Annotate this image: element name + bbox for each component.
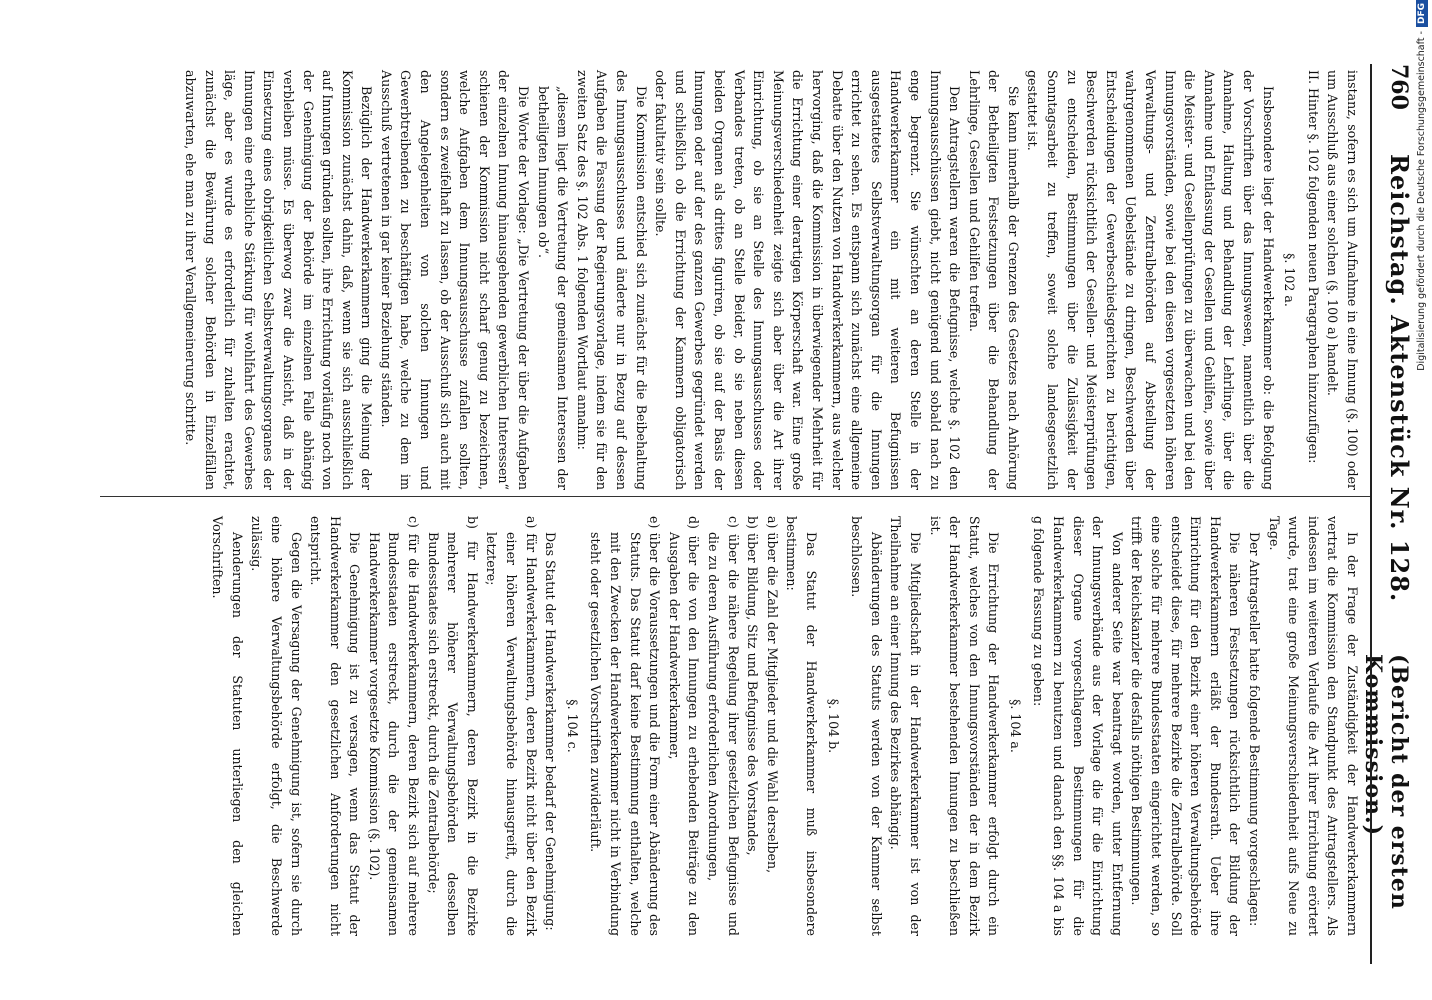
running-title-right: (Bericht der ersten Kommission.): [1360, 654, 1412, 910]
paragraph: Die Kommission entschied sich zunächst für die Beibehaltung des Innungsausschusses und änderte nur in Bezug auf dessen Aufgaben die Fassung der Regierungsvorlage, indem sie für den zweiten Satz des §. 102 Abs. 1 folgenden Wortlaut annahm:: [574, 70, 649, 490]
paragraph: Insbesondere liegt der Handwerkerkammer ob: die Befolgung der Vorschriften über das Innungswesen, namentlich über die Annahme, Haltung und Behandlung der Lehrlinge, über die Annahme und Entlassung der Gesellen und Gehilfen, sowie über die Meister- und Gesellenprüfungen zu überwachen und bei den Innungsvorständen, sowie bei den diesen vorgesetzten höheren Verwaltungs- und Zentralbehörden auf Abstellung der wahrgenommenen Uebelstände zu dringen, Beschwerden über Entscheidungen der Gewerbeschiedsgerichten zu berichtigen, Beschwerden rücksichtlich der Gesellen- und Meisterprüfungen zu entscheiden, Bestimmungen über die Zulässigkeit der Sonntagsarbeit zu treffen, soweit solche landesgesetzlich gestattet ist.: [1025, 70, 1276, 490]
paragraph: Die Errichtung der Handwerkerkammer erfolgt durch ein Statut, welches von den Innungsvorständen der in dem Bezirk der Handwerkerkammer bestehenden Innungen zu beschließen ist.: [927, 516, 1002, 936]
section-heading: §. 102 a.: [1282, 253, 1298, 307]
list-item: e) über die Voraussetzungen und die Form einer Abänderung des Statuts. Das Statut darf keine Bestimmung enthalten, welche mit den Zwecken der Handwerkerkammer nicht in Verbindung steht oder gesetzlichen Vorschriften zuwiderläuft.: [588, 516, 663, 936]
paragraph: Der Antragsteller hatte folgende Bestimmung vorgeschlagen:: [1247, 532, 1263, 927]
paragraph: Die näheren Festsetzungen rücksichtlich der Bildung der Handwerkerkammern erläßt der Bundesrath. Ueber ihre Einrichtung für den Bezirk einer höheren Verwaltungsbehörde entscheidet diese, für mehrere Bezirke die Zentralbehörde. Soll eine solche für mehrere Bundesstaaten eingerichtet werden, so trifft der Reichskanzler die desfalls nöthigen Bestimmungen.: [1129, 516, 1243, 936]
paragraph: Den Antragstellern waren die Befugnisse, welche §. 102 den Innungsausschüssen giebt, nicht genügend und sobald nach zu enge begrenzt. Sie wünschten an deren Stelle in der Handwerkerkammer ein mit weiteren Befugnissen ausgestattetes Selbstverwaltungsorgan für die Innungen errichtet zu sehen. Es entspann sich zunächst eine allgemeine Debatte über den Nutzen von Handwerkerkammern, aus welcher hervorging, daß die Kommission in überwiegender Mehrheit für die Errichtung einer derartigen Körperschaft war. Eine große Meinungsverschiedenheit zeigte sich aber über die Art ihrer Einrichtung, ob sie an Stelle des Innungsausschusses oder Verbandes treten, ob an Stelle Beider, ob sie neben diesen beiden Organen als drittes figuriren, ob sie auf der Basis der Innungen oder auf der des ganzen Gewerbes gegründet werden und schließlich ob die Errichtung der Kammern obligatorisch oder fakultativ sein sollte.: [653, 70, 963, 490]
digitization-sidebar: [1412, 0, 1430, 1000]
right-column: [208, 516, 1362, 936]
paragraph: Das Statut der Handwerkerkammer bedarf der Genehmigung:: [543, 532, 559, 931]
column-divider: [100, 496, 1370, 497]
left-column: [180, 70, 1362, 490]
list-item: c) über die nähere Regelung ihrer gesetzlichen Befugnisse und die zu deren Ausführung erforderlichen Anordnungen,: [706, 516, 741, 936]
paragraph: II. Hinter §. 102 folgenden neuen Paragraphen hinzuzufügen:: [1305, 70, 1321, 464]
paragraph: Das Statut der Handwerkerkammer muß insbesondere bestimmen:: [784, 516, 819, 936]
digitization-note: [1413, 0, 1431, 1000]
paragraph: Aenderungen der Statuten unterliegen den gleichen Vorschriften.: [210, 516, 245, 936]
list-item: d) über die von den Innungen zu erhebenden Beiträge zu den Ausgaben der Handwerkerkammer,: [666, 516, 702, 936]
list-item: a) über die Zahl der Mitglieder und die Wahl derselben,: [764, 516, 780, 874]
section-heading: §. 104 a.: [1007, 699, 1023, 753]
page-number: 760: [1386, 64, 1412, 110]
paragraph: Bezüglich der Handwerkerkammern ging die Meinung der Kommission zunächst dahin, daß, wenn sie sich ausschließlich auf Innungen gründen sollten, ihre Errichtung vorläufig noch von der Genehmigung der Behörde im einzelnen Falle abhängig verbleiben müsse. Es überwog zwar die Ansicht, daß in der Einsetzung eines obrigkeitlichen Selbstverwaltungsorganes der Innungen eine erhebliche Stärkung für wohlfahrt des Gewerbes läge, aber es wurde es erforderlich für zuhalten erachtet, zunächst die Bewährung solcher Behörden in Einzelfällen abzuwarten, ehe man zu ihrer Verallgemeinerung schritte.: [182, 70, 375, 490]
paragraph: Von anderer Seite war beantragt worden, unter Entfernung der Innungsverbände aus der Vorlage die für die Einrichtung dieser Organe vorgeschlagenen Bestimmungen für die Handwerkerkammern zu benutzen und danach den §§. 104 a bis g folgende Fassung zu geben:: [1031, 516, 1125, 936]
section-heading: §. 104 b.: [825, 698, 841, 754]
dfg-logo-icon: DFG: [1416, 0, 1428, 27]
list-item: a) für Handwerkerkammern, deren Bezirk nicht über den Bezirk einer höheren Verwaltungsbehörde hinausgreift, durch die letztere;: [484, 516, 539, 936]
running-title: Reichstag. Aktenstück Nr. 128.: [1385, 154, 1414, 603]
paragraph: Die Mitgliedschaft in der Handwerkerkammer ist von der Theilnahme an einer Innung des Bezirkes abhängig.: [888, 516, 923, 936]
paragraph: Gegen die Versagung der Genehmigung ist, sofern sie durch eine höhere Verwaltungsbehörde erfolgt, die Beschwerde zulässig.: [249, 516, 304, 936]
digitization-text: Digitalisierung gefördert durch die Deutsche Forschungsgemeinschaft -: [1416, 31, 1427, 371]
list-item: b) über Bildung, Sitz und Befugnisse des Vorstandes,: [745, 516, 761, 856]
paragraph: In der Frage der Zuständigkeit der Handwerkerkammern vertrat die Kommission den Standpunkt des Antragstellers. Als indessen im weiteren Verlaufe die Art ihrer Errichtung erörtert wurde, trat eine große Meinungsverschiedenheit aufs Neue zu Tage.: [1266, 516, 1360, 936]
header-rule: [1370, 64, 1372, 964]
paragraph: „diesem liegt die Vertretung der gemeinsamen Interessen der betheiligten Innungen ob“.: [535, 86, 571, 490]
paragraph: Abänderungen des Statuts werden von der Kammer selbst beschlossen.: [849, 516, 884, 936]
paragraph: instanz, sofern es sich um Aufnahme in eine Innung (§. 100) oder um Ausschluß aus einer solchen (§. 100 a) handelt.: [1325, 70, 1360, 490]
paragraph: Sie kann innerhalb der Grenzen des Gesetzes nach Anhörung der Betheiligten Festsetzungen über die Behandlung der Lehrlinge, Gesellen und Gehilfen treffen.: [966, 70, 1021, 490]
list-item: b) für Handwerkerkammern, deren Bezirk in die Bezirke mehrerer höherer Verwaltungsbehörden desselben Bundesstaates sich erstreckt, durch die Zentralbehörde;: [425, 516, 480, 936]
paragraph: Die Worte der Vorlage: „Die Vertretung der über die Aufgaben der einzelnen Innung hinausgehenden gewerblichen Interessen“ schienen der Kommission nicht scharf genug zu bezeichnen, welche Aufgaben dem Innungsausschusse zufallen sollten, sondern es zweifelhaft zu lassen, ob der Ausschuß sich auch mit den Angelegenheiten von solchen Innungen und Gewerbtreibenden zu beschäftigen habe, welche zu dem im Ausschuß vertretenen in gar keiner Beziehung ständen.: [378, 70, 532, 490]
list-item: c) für die Handwerkerkammern, deren Bezirk sich auf mehrere Bundesstaaten erstreckt, durch die der gemeinsamen Handwerkerkammer vorgesetzte Kommission (§. 102).: [366, 516, 422, 936]
section-heading: §. 104 c.: [564, 699, 580, 753]
paragraph: Die Genehmigung ist zu versagen, wenn das Statut der Handwerkerkammer den gesetzlichen Anforderungen nicht entspricht.: [308, 516, 363, 936]
